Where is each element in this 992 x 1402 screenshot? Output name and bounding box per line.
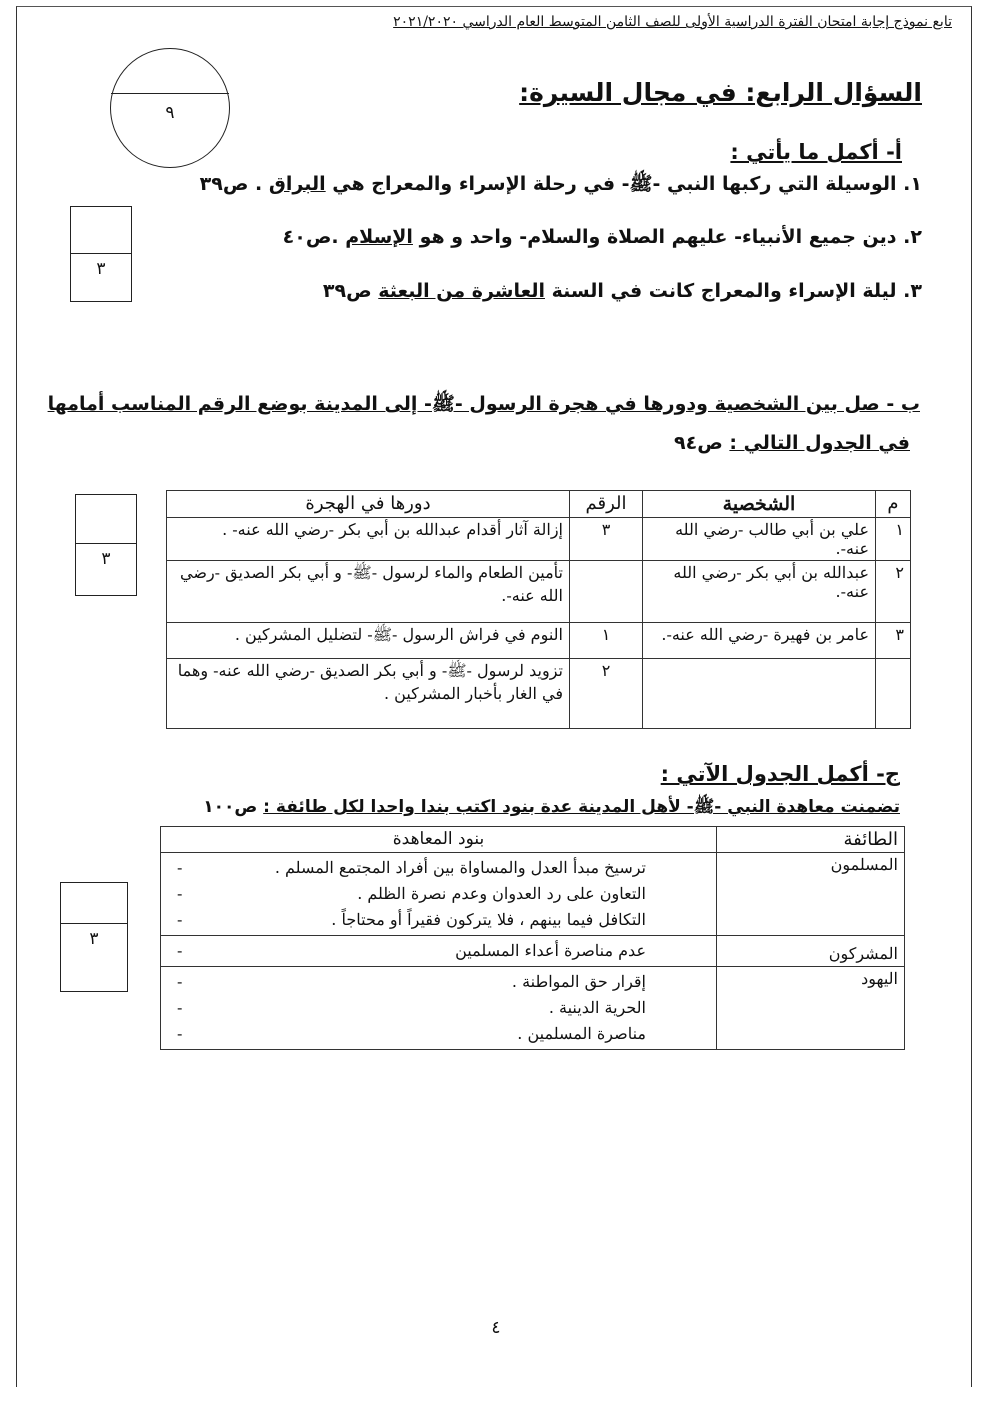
cell-m: ٢ — [876, 561, 911, 623]
table-row — [167, 518, 911, 561]
part-a-label: أ- أكمل ما يأتي : — [730, 140, 902, 164]
score-box-divider — [61, 923, 127, 924]
cell-role: إزالة آثار أقدام عبدالله بن أبي بكر -رضي الله عنه- . — [167, 518, 570, 561]
cell-m: ١ — [876, 518, 911, 561]
cell-items — [161, 967, 717, 1050]
cell-m: ٣ — [876, 623, 911, 659]
cell-person — [643, 659, 876, 729]
cell-group: اليهود — [717, 967, 905, 1050]
cell-number: ٣ — [570, 518, 643, 561]
col-header-group: الطائفة — [717, 827, 905, 853]
part-a-score: ٣ — [96, 259, 106, 279]
table-header-row — [167, 491, 911, 518]
part-b-score: ٣ — [101, 549, 111, 569]
circle-divider — [111, 93, 229, 94]
page-header: تابع نموذج إجابة امتحان الفترة الدراسية الأولى للصف الثامن المتوسط العام الدراسي ٢٠٢١/٢٠٢٠ — [393, 14, 952, 30]
part-c-score: ٣ — [89, 929, 99, 949]
part-b-label-line1: ب - صل بين الشخصية ودورها في هجرة الرسول -ﷺ- إلى المدينة بوضع الرقم المناسب أمامها — [47, 393, 920, 415]
table-row — [167, 561, 911, 623]
total-score-circle — [110, 48, 230, 168]
list-item: الحرية الدينية . - — [167, 995, 646, 1021]
treaty-table — [160, 826, 905, 1050]
col-header-person: الشخصية — [643, 491, 876, 518]
cell-role: تزويد لرسول -ﷺ- و أبي بكر الصديق -رضي الله عنه- وهما في الغار بأخبار المشركين . — [167, 659, 570, 729]
table-row — [161, 853, 905, 936]
cell-person: علي بن أبي طالب -رضي الله عنه-. — [643, 518, 876, 561]
part-a-item-1: ١. الوسيلة التي ركبها النبي -ﷺ- في رحلة الإسراء والمعراج هي البراق . ص٣٩ — [199, 173, 922, 195]
cell-role: النوم في فراش الرسول -ﷺ- لتضليل المشركين . — [167, 623, 570, 659]
cell-number — [570, 561, 643, 623]
table-row — [161, 967, 905, 1050]
cell-person: عامر بن فهيرة -رضي الله عنه-. — [643, 623, 876, 659]
cell-person: عبدالله بن أبي بكر -رضي الله عنه-. — [643, 561, 876, 623]
cell-m — [876, 659, 911, 729]
list-item: ترسيخ مبدأ العدل والمساواة بين أفراد المجتمع المسلم . - — [167, 855, 646, 881]
total-score: ٩ — [165, 103, 175, 123]
page-number: ٤ — [491, 1318, 501, 1338]
question-title: السؤال الرابع: في مجال السيرة: — [519, 78, 922, 107]
list-item: التعاون على رد العدوان وعدم نصرة الظلم . - — [167, 881, 646, 907]
cell-items — [161, 853, 717, 936]
col-header-m: م — [876, 491, 911, 518]
cell-group: المشركون — [717, 936, 905, 967]
part-b-label-line2: في الجدول التالي : ص٩٤ — [673, 432, 910, 454]
list-item: التكافل فيما بينهم ، فلا يتركون فقيراً أو محتاجاً . - — [167, 907, 646, 933]
score-box-divider — [71, 253, 131, 254]
table-row — [161, 936, 905, 967]
col-header-role: دورها في الهجرة — [167, 491, 570, 518]
score-box-divider — [76, 543, 136, 544]
part-a-item-2: ٢. دين جميع الأنبياء- عليهم الصلاة والسلام- واحد و هو الإسلام .ص٤٠ — [282, 226, 922, 248]
col-header-items: بنود المعاهدة — [161, 827, 717, 853]
part-c-label: ج- أكمل الجدول الآتي : — [660, 762, 900, 786]
col-header-number: الرقم — [570, 491, 643, 518]
part-c-intro: تضمنت معاهدة النبي -ﷺ- لأهل المدينة عدة بنود اكتب بندا واحدا لكل طائفة : ص١٠٠ — [203, 797, 900, 817]
part-b-score-box — [75, 494, 137, 596]
cell-items — [161, 936, 717, 967]
part-a-item-3: ٣. ليلة الإسراء والمعراج كانت في السنة العاشرة من البعثة ص٣٩ — [322, 280, 922, 302]
part-a-score-box — [70, 206, 132, 302]
part-c-score-box — [60, 882, 128, 992]
cell-number: ٢ — [570, 659, 643, 729]
cell-number: ١ — [570, 623, 643, 659]
list-item: مناصرة المسلمين . - — [167, 1021, 646, 1047]
cell-group: المسلمون — [717, 853, 905, 936]
table-header-row — [161, 827, 905, 853]
cell-role: تأمين الطعام والماء لرسول -ﷺ- و أبي بكر الصديق -رضي الله عنه-. — [167, 561, 570, 623]
hijra-matching-table — [166, 490, 911, 729]
list-item: عدم مناصرة أعداء المسلمين - — [167, 938, 646, 964]
list-item: إقرار حق المواطنة . - — [167, 969, 646, 995]
table-row — [167, 623, 911, 659]
table-row — [167, 659, 911, 729]
